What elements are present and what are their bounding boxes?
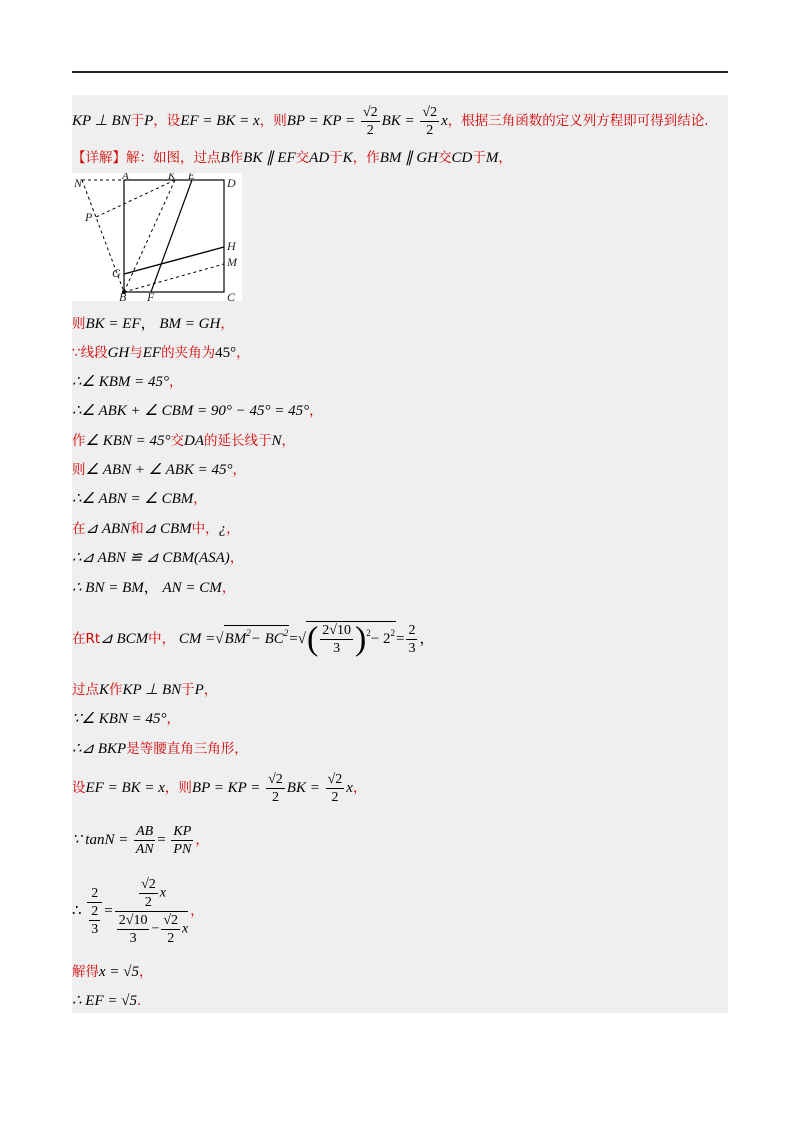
- expr: EF = BK = x: [85, 780, 165, 796]
- punct: ，: [229, 550, 244, 566]
- expr: P: [144, 113, 154, 129]
- numerator: [115, 876, 189, 912]
- fraction: [326, 771, 345, 806]
- text: 则: [72, 316, 86, 332]
- line-12: [72, 578, 235, 598]
- expr: =: [289, 631, 298, 647]
- line-2: [72, 148, 512, 168]
- radicand: 10: [336, 623, 351, 639]
- denominator: 3: [129, 931, 137, 947]
- text: ，设: [153, 113, 181, 129]
- exp: 2: [246, 628, 251, 638]
- fraction: [115, 876, 189, 947]
- text: 解：如图，过点: [126, 150, 221, 166]
- expr: (ASA): [193, 550, 230, 566]
- detail-tag: 【详解】: [72, 150, 126, 166]
- label-g: G: [112, 266, 121, 280]
- solution-panel: [72, 95, 728, 1013]
- expr: ⊿ BCM: [100, 631, 149, 647]
- text: 解得: [72, 964, 99, 980]
- expr: B: [220, 150, 230, 166]
- line-10: [72, 519, 240, 539]
- line-16: [72, 739, 248, 759]
- label-e: E: [188, 173, 195, 182]
- label-d: D: [227, 176, 236, 190]
- header-rule: [72, 71, 728, 73]
- punct: ，: [236, 345, 250, 361]
- exp: 2: [366, 628, 371, 638]
- expr: ∴∠ ABK + ∠ CBM = 90° − 45° = 45°: [72, 403, 310, 419]
- text: ，则: [259, 113, 287, 129]
- denominator: 2: [331, 790, 339, 806]
- text: 与: [129, 345, 143, 361]
- line-17: [72, 768, 366, 808]
- line-3: [72, 314, 234, 334]
- numerator: 2: [91, 904, 99, 920]
- line-8: [72, 460, 246, 480]
- expr: P: [194, 682, 204, 698]
- fraction: [266, 771, 285, 806]
- line-bk: [124, 180, 175, 292]
- fraction: [139, 876, 158, 911]
- text: 于: [181, 682, 195, 698]
- punct: ，: [193, 491, 207, 507]
- expr: x = √5: [99, 964, 140, 980]
- text: ，作: [352, 150, 380, 166]
- punct: ，: [281, 433, 296, 449]
- numerator: √2: [422, 105, 438, 121]
- expr: BP = KP =: [286, 113, 356, 129]
- text: 中，: [148, 631, 176, 647]
- punct: ，: [190, 903, 204, 919]
- expr: 45°: [215, 345, 237, 361]
- expr: ∴: [72, 903, 82, 919]
- numerator: √2: [362, 105, 378, 121]
- denominator: 3: [333, 641, 341, 657]
- expr: EF = BK = x: [180, 113, 260, 129]
- line-14: [72, 680, 217, 700]
- text: ，根据三角函数的定义列方程即可得到结论.: [447, 113, 709, 129]
- expr: GH: [107, 345, 130, 361]
- expr: ∴ EF = √5: [72, 993, 137, 1009]
- label-k: K: [168, 173, 176, 182]
- fraction: [361, 104, 380, 139]
- glyph: ¿: [218, 521, 227, 537]
- text: 过点: [72, 682, 99, 698]
- expr: x: [441, 113, 448, 129]
- expr: BK = EF: [85, 316, 141, 332]
- expr: ∴⊿ ABN ≌ ⊿ CBM: [72, 550, 194, 566]
- denominator: [87, 903, 102, 938]
- square-abcd: [124, 180, 224, 292]
- punct: ，: [169, 374, 183, 390]
- expr: ∴∠ KBM = 45°: [72, 374, 170, 390]
- expr: ∴∠ ABN = ∠ CBM: [72, 491, 194, 507]
- expr: AN = CM: [162, 580, 222, 596]
- fraction: [134, 823, 155, 858]
- line-13: 在Rt⊿ BCM中， CM $=√BM^2- BC^2=√$( $\frac{2√10}{3}$ )$^2- 2^2=$ $\frac{2}{3}$ ，: [72, 620, 435, 658]
- numerator: √2: [327, 772, 343, 788]
- denominator: AN: [135, 842, 154, 858]
- exp: 2: [390, 628, 396, 638]
- text: 设: [72, 780, 86, 796]
- text: 的夹角为: [161, 345, 216, 361]
- expr: K: [342, 150, 353, 166]
- punct: ，: [419, 631, 435, 647]
- expr: ∵ tanN =: [72, 832, 129, 848]
- line-1: [72, 104, 709, 138]
- geometry-figure: [72, 173, 242, 301]
- expr: N: [271, 433, 282, 449]
- expr: BK ∥ EF: [243, 150, 296, 166]
- numerator: KP: [173, 824, 192, 840]
- text: 是等腰直角三角形，: [126, 741, 248, 757]
- expr: − BC: [250, 631, 284, 647]
- text: ，则: [164, 780, 192, 796]
- numerator: √2: [268, 772, 283, 788]
- text: 于: [329, 150, 343, 166]
- expr: KP ⊥ BN: [122, 682, 182, 698]
- fraction: [87, 885, 102, 938]
- fraction: [320, 622, 353, 657]
- punct: ，: [221, 580, 236, 596]
- denominator: 2: [167, 931, 175, 947]
- punct: ，: [139, 964, 153, 980]
- expr: K: [99, 682, 110, 698]
- label-f: F: [147, 290, 155, 301]
- label-a: A: [122, 173, 129, 182]
- fraction: [117, 912, 150, 947]
- text: 作: [109, 682, 123, 698]
- fraction: [171, 823, 193, 858]
- expr: ∠ ABN + ∠ ABK = 45°: [85, 462, 233, 478]
- line-15: [72, 709, 180, 729]
- text: ，: [498, 150, 512, 166]
- line-6: [72, 401, 323, 421]
- denominator: 2: [366, 123, 374, 139]
- expr: ∵∠ KBN = 45°: [72, 711, 167, 727]
- num-coef: 2: [322, 623, 330, 639]
- text: 作: [72, 433, 86, 449]
- text: 交: [438, 150, 452, 166]
- fraction: [420, 104, 439, 139]
- numerator: 2: [87, 885, 102, 903]
- expr: BK =: [286, 780, 320, 796]
- punct: ，: [220, 316, 234, 332]
- punct: ，: [226, 521, 240, 537]
- expr: EF: [142, 345, 162, 361]
- expr: ∴ BN = BM: [72, 580, 144, 596]
- exp: 2: [283, 628, 289, 638]
- sqrt: [224, 625, 290, 647]
- line-19: [72, 870, 204, 952]
- label-p: P: [85, 210, 93, 224]
- punct: ，: [195, 832, 209, 848]
- line-bm: [124, 264, 224, 292]
- sqrt: ( $\frac{2√10}{3}$ )$^2- 2^2$: [306, 620, 396, 658]
- numerator: AB: [136, 824, 154, 840]
- label-n: N: [74, 176, 83, 190]
- line-9: [72, 489, 207, 509]
- punct: ，: [232, 462, 247, 478]
- text: 交: [170, 433, 184, 449]
- line-ef: [151, 180, 192, 292]
- line-7: [72, 431, 295, 451]
- expr: BM ∥ GH: [379, 150, 439, 166]
- denominator: [115, 912, 189, 947]
- expr: x: [182, 921, 189, 937]
- line-20: [72, 962, 153, 982]
- denominator: 3: [91, 922, 99, 938]
- line-kp: [96, 180, 175, 217]
- text: 则: [72, 462, 86, 478]
- expr: =: [396, 631, 405, 647]
- text: 中，: [191, 521, 219, 537]
- text: 在: [72, 521, 86, 537]
- line-21: [72, 991, 141, 1011]
- expr: BM = GH: [159, 316, 221, 332]
- expr: −: [151, 921, 160, 937]
- expr: BP = KP =: [191, 780, 261, 796]
- expr: BM: [224, 631, 247, 647]
- square-diagram: [72, 173, 242, 301]
- fraction: [89, 903, 100, 938]
- expr: ∠ KBN = 45°: [85, 433, 171, 449]
- punct: ，: [203, 682, 218, 698]
- label-h: H: [227, 239, 236, 253]
- denominator: 3: [408, 641, 416, 657]
- punct: ，: [352, 780, 367, 796]
- expr: x: [159, 885, 166, 901]
- line-11: [72, 548, 243, 568]
- text: 的延长线于: [204, 433, 272, 449]
- punct: ，: [309, 403, 323, 419]
- expr: CM =: [178, 631, 216, 647]
- expr: BK =: [381, 113, 415, 129]
- text: 交: [295, 150, 310, 166]
- punct: ，: [143, 580, 159, 596]
- label-b: B: [119, 290, 127, 301]
- numerator: 2√10: [118, 913, 148, 929]
- line-5: [72, 372, 183, 392]
- fraction: [406, 622, 417, 657]
- expr: ⊿ CBM: [143, 521, 192, 537]
- denominator: 2: [144, 895, 152, 911]
- denominator: 2: [271, 790, 279, 806]
- denominator: PN: [173, 842, 192, 858]
- text: ∵线段: [72, 345, 108, 361]
- numerator: 2: [408, 623, 416, 639]
- expr: ∴⊿ BKP: [72, 741, 127, 757]
- numerator: 2√10: [322, 623, 351, 639]
- expr: x: [346, 780, 353, 796]
- text: 作: [229, 150, 244, 166]
- denominator: 2: [426, 123, 434, 139]
- expr: DA: [184, 433, 204, 449]
- fraction: [161, 912, 180, 947]
- expr: CD: [451, 150, 473, 166]
- line-4: [72, 343, 250, 363]
- line-18: [72, 820, 209, 860]
- punct: ，: [140, 316, 156, 332]
- expr: ⊿ ABN: [85, 521, 131, 537]
- label-c: C: [227, 290, 236, 301]
- expr: KP ⊥ BN: [72, 113, 131, 129]
- numerator: √2: [141, 877, 156, 893]
- punct: .: [136, 993, 142, 1009]
- expr: =: [157, 832, 166, 848]
- expr: − 2: [370, 631, 391, 647]
- punct: ，: [166, 711, 181, 727]
- numerator: √2: [163, 913, 179, 929]
- expr: M: [485, 150, 499, 166]
- text: 和: [130, 521, 144, 537]
- expr: =: [104, 903, 113, 919]
- text: 于: [472, 150, 486, 166]
- expr: AD: [309, 150, 330, 166]
- text: 于: [130, 113, 145, 129]
- text: 在Rt: [72, 631, 101, 647]
- label-m: M: [227, 255, 237, 269]
- line-gh: [124, 247, 224, 274]
